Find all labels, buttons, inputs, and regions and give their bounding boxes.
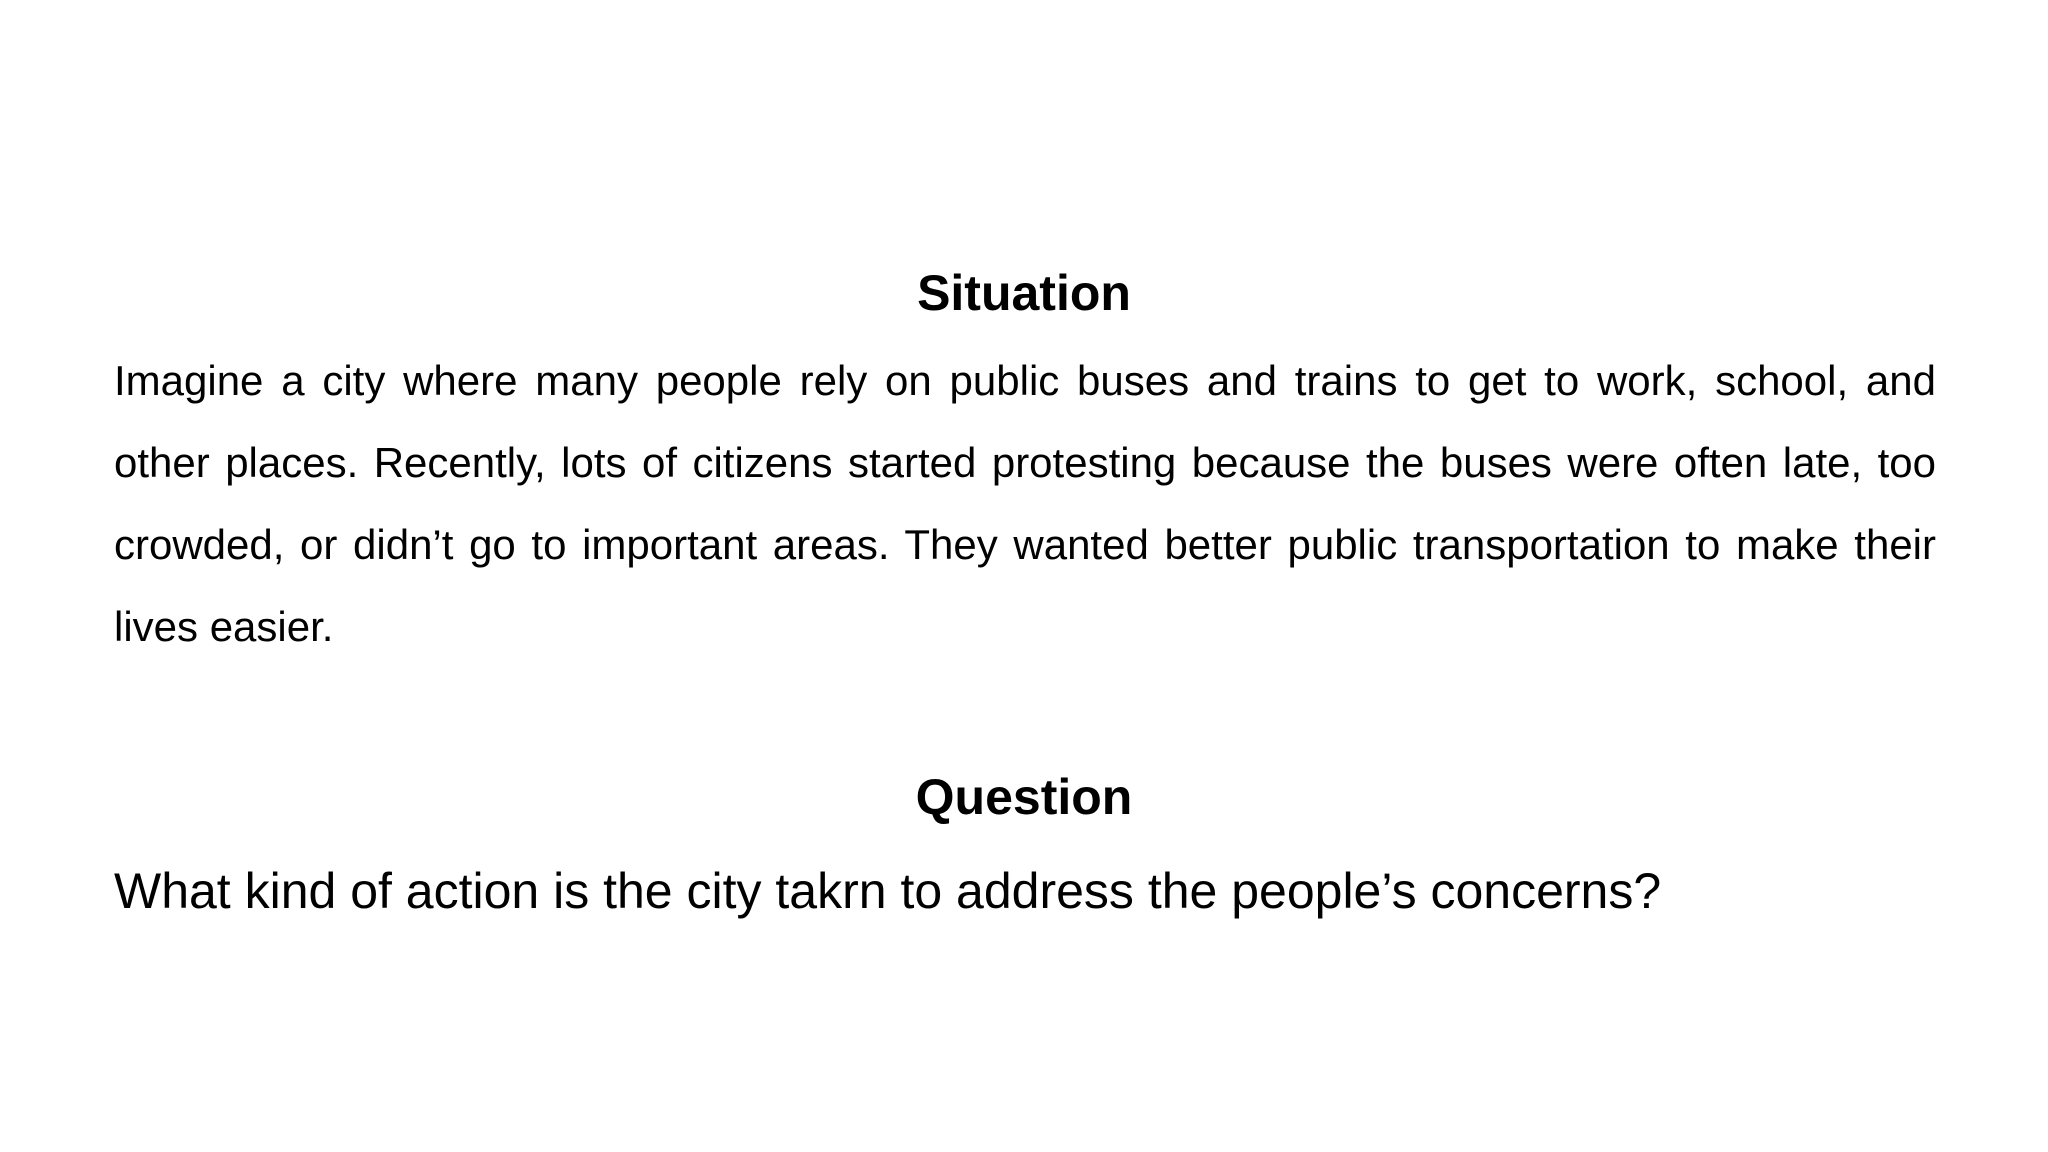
question-heading: Question [915, 769, 1133, 825]
situation-heading: Situation [917, 265, 1131, 321]
situation-paragraph: Imagine a city where many people rely on public buses and trains to get to work, school, and other places. Recently, lots of citizens started protesting because the buses were often late, too crowded, or didn’t go to important areas. They wanted better public transportation to make their lives easier. [114, 357, 1936, 650]
question-paragraph: What kind of action is the city takrn to address the people’s concerns? [114, 863, 1662, 919]
